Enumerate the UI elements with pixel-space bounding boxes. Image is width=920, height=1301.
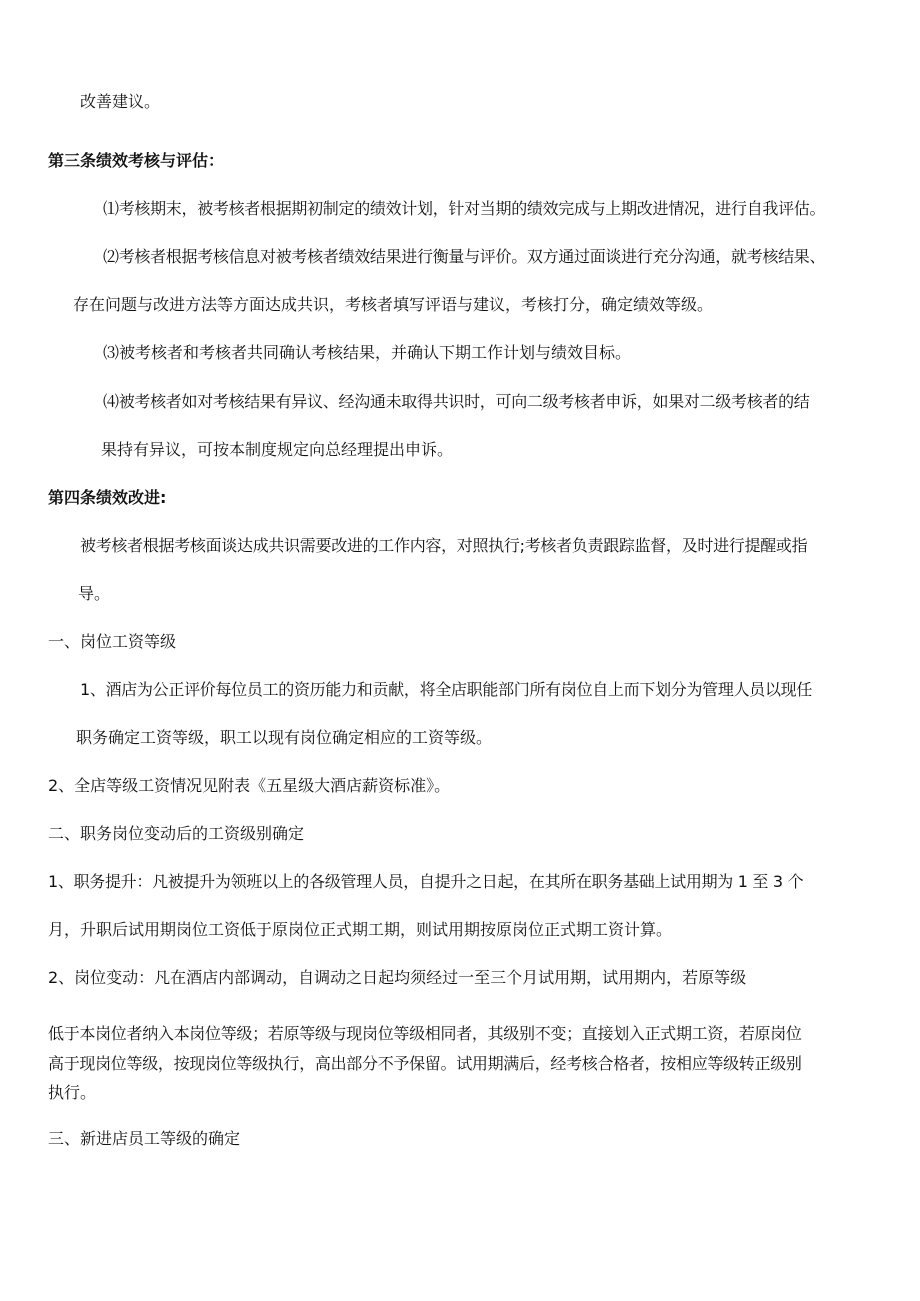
text-line-17: 1、职务提升：凡被提升为领班以上的各级管理人员，自提升之日起，在其所在职务基础上试用期为 1 至 3 个 — [48, 872, 804, 891]
text-line-11: 导。 — [78, 584, 111, 603]
text-line-15: 2、全店等级工资情况见附表《五星级大酒店薪资标准》。 — [48, 776, 451, 795]
text-line-04: ⑵考核者根据考核信息对被考核者绩效结果进行衡量与评价。双方通过面谈进行充分沟通，就考核结果、 — [103, 247, 826, 266]
text-line-03: ⑴考核期末，被考核者根据期初制定的绩效计划，针对当期的绩效完成与上期改进情况，进行自我评估。 — [103, 199, 826, 218]
text-line-01: 改善建议。 — [80, 92, 161, 111]
section-heading-3: 三、新进店员工等级的确定 — [48, 1129, 241, 1148]
section-heading-2: 二、职务岗位变动后的工资级别确定 — [48, 824, 305, 843]
text-line-06: ⑶被考核者和考核者共同确认考核结果，并确认下期工作计划与绩效目标。 — [103, 343, 632, 362]
text-line-07: ⑷被考核者如对考核结果有异议、经沟通未取得共识时，可向二级考核者申诉，如果对二级考核者的结 — [103, 392, 810, 411]
text-line-19: 2、岗位变动：凡在酒店内部调动，自调动之日起均须经过一至三个月试用期，试用期内，若原等级 — [48, 968, 747, 987]
text-line-10: 被考核者根据考核面谈达成共识需要改进的工作内容，对照执行;考核者负责跟踪监督，及时进行提醒或指 — [80, 536, 808, 555]
section-heading-1: 一、岗位工资等级 — [48, 632, 177, 651]
text-line-14: 职务确定工资等级，职工以现有岗位确定相应的工资等级。 — [76, 728, 493, 747]
text-line-21: 高于现岗位等级，按现岗位等级执行，高出部分不予保留。试用期满后，经考核合格者，按相应等级转正级别 — [48, 1054, 802, 1073]
text-line-05: 存在问题与改进方法等方面达成共识，考核者填写评语与建议，考核打分，确定绩效等级。 — [73, 295, 714, 314]
text-line-08: 果持有异议，可按本制度规定向总经理提出申诉。 — [101, 440, 454, 459]
text-line-22: 执行。 — [48, 1083, 97, 1102]
text-line-18: 月，升职后试用期岗位工资低于原岗位正式期工期，则试用期按原岗位正式期工资计算。 — [48, 920, 673, 939]
text-line-13: 1、酒店为公正评价每位员工的资历能力和贡献，将全店职能部门所有岗位自上而下划分为管理人员以现任 — [80, 680, 813, 699]
text-line-20: 低于本岗位者纳入本岗位等级；若原等级与现岗位等级相同者，其级别不变；直接划入正式期工资，若原岗位 — [48, 1024, 802, 1043]
section-heading-article-3: 第三条绩效考核与评估： — [48, 151, 225, 170]
section-heading-article-4: 第四条绩效改进: — [48, 488, 167, 507]
